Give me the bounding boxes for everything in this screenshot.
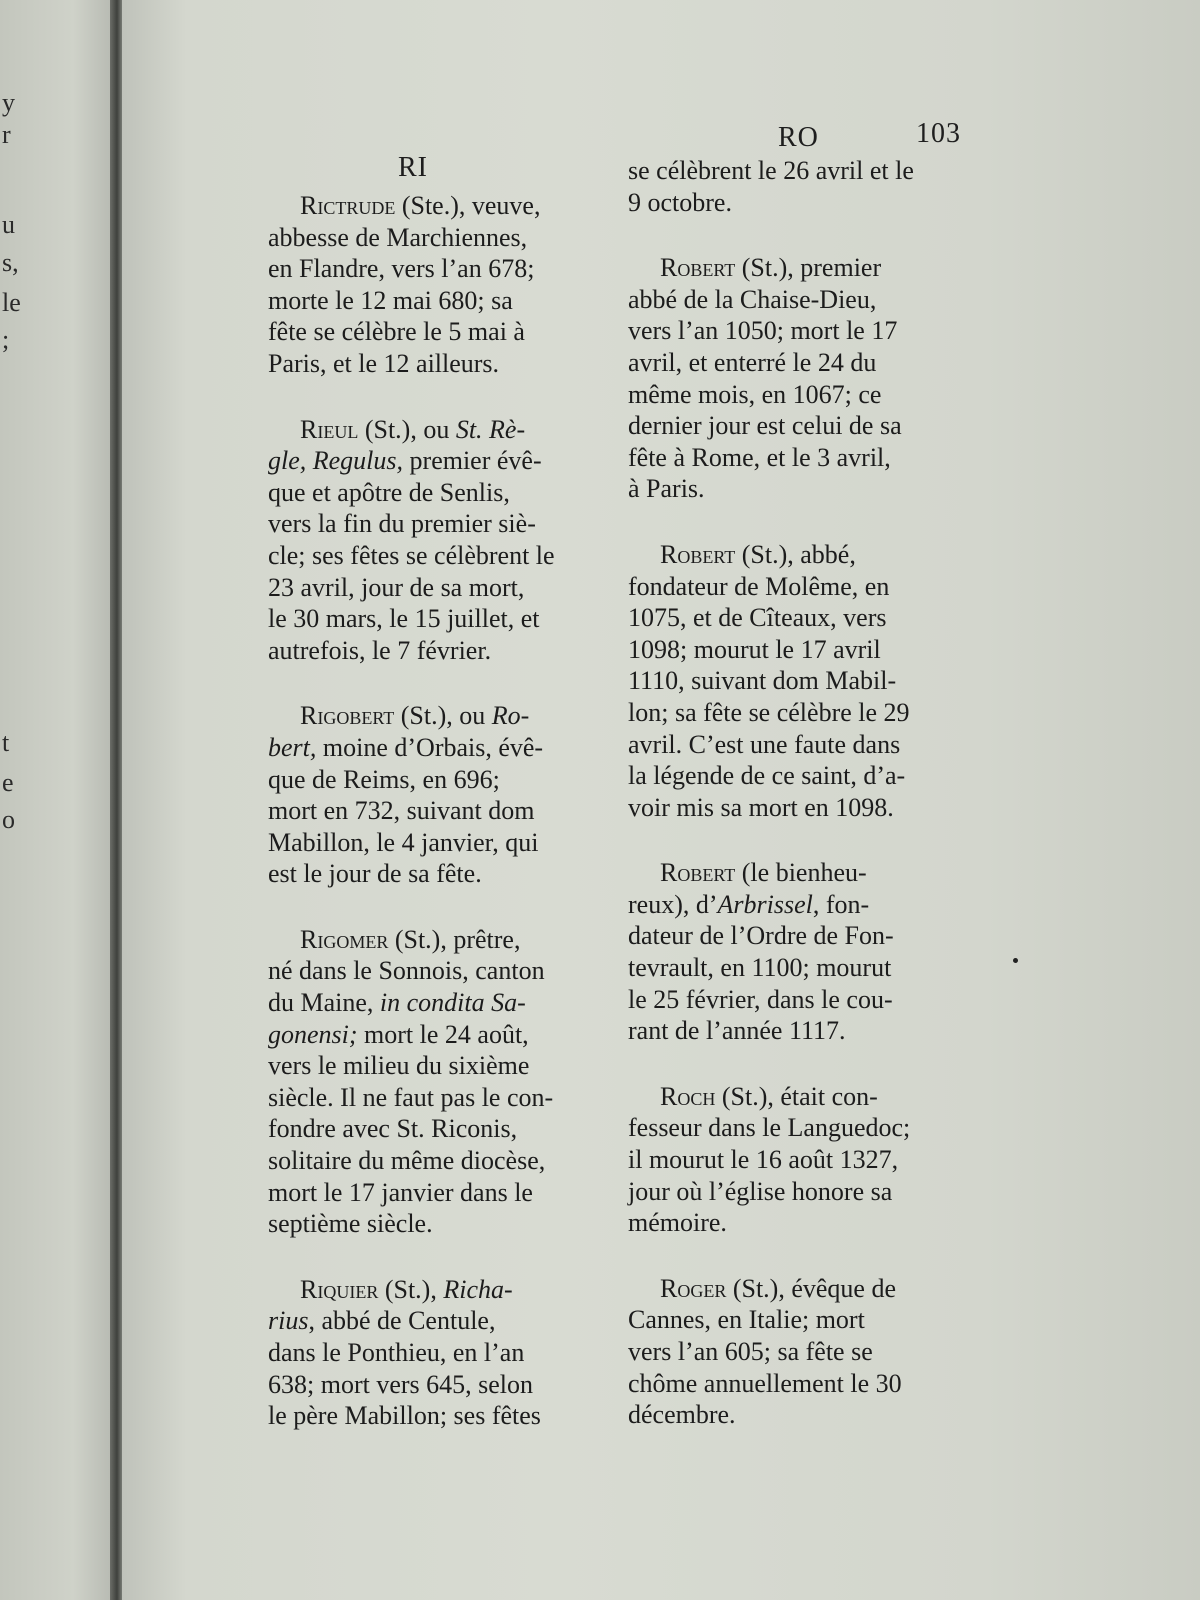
entry-line (628, 1207, 988, 1239)
left-column (268, 190, 613, 1466)
entry-text: lon; sa fête se célèbre le 29 (628, 697, 910, 727)
entry-text: fête à Rome, et le 3 avril, (628, 442, 891, 472)
entry-line (628, 729, 988, 761)
entry-text: avril. C’est une faute dans (628, 729, 901, 759)
entry-line (268, 1082, 613, 1114)
entry-headword: Robert (660, 253, 736, 283)
entry-headword: Rictrude (300, 191, 396, 220)
entry-line (628, 889, 988, 921)
entry-line (268, 1208, 613, 1240)
entry-line (268, 795, 613, 827)
entry-first-line (628, 1273, 988, 1305)
entry-text: dateur de l’Ordre de Fon- (628, 921, 894, 951)
entry-text: morte le 12 mai 680; sa (268, 285, 513, 315)
entry-line (268, 1145, 613, 1177)
entry-text: autrefois, le 7 février. (268, 635, 492, 665)
entry-line (628, 984, 988, 1016)
entry-text: vers l’an 1050; mort le 17 (628, 316, 898, 346)
entry-line (628, 1336, 988, 1368)
entry-line (268, 1050, 613, 1082)
entry-line (268, 955, 613, 987)
entry-first-line (628, 252, 988, 284)
entry-line (268, 1305, 613, 1337)
entry-first-line (628, 857, 988, 889)
entry-first-line (628, 539, 988, 571)
dictionary-entry (268, 1274, 613, 1432)
entry-text: cle; ses fêtes se célèbrent le (268, 540, 555, 570)
entry-text: (St.), premier (735, 253, 882, 283)
entry-text: chôme annuellement le 30 (628, 1368, 902, 1398)
entry-first-line (268, 924, 613, 956)
entry-text: à Paris. (628, 474, 705, 504)
entry-line (628, 473, 988, 505)
dictionary-entry (268, 414, 613, 667)
entry-line: 9 octobre. (628, 187, 732, 217)
entry-text: 638; mort vers 645, selon (268, 1369, 534, 1399)
running-head-right: RO (778, 122, 819, 153)
italic-text: Arbrissel (717, 889, 813, 919)
entry-line (268, 732, 613, 764)
entry-text: la légende de ce saint, d’a- (628, 761, 906, 791)
entry-headword: Robert (660, 858, 736, 888)
entry-text: (St.), (378, 1274, 444, 1304)
entry-line (628, 665, 988, 697)
entry-text: 1110, suivant dom Mabil- (628, 666, 897, 696)
entry-line (628, 602, 988, 634)
entry-line (628, 315, 988, 347)
entry-text: Cannes, en Italie; mort (628, 1305, 865, 1335)
entry-line (268, 1113, 613, 1145)
entry-text: que de Reims, en 696; (268, 764, 500, 794)
italic-text: in condita Sa- (379, 988, 526, 1018)
entry-text: dernier jour est celui de sa (628, 411, 902, 441)
entry-text: dans le Ponthieu, en l’an (268, 1338, 525, 1367)
prev-page-fragment: y (2, 88, 15, 117)
entry-text: (St.), ou (358, 414, 456, 444)
italic-text: Richa- (443, 1274, 513, 1304)
prev-page-fragment: t (2, 728, 10, 757)
dictionary-entry (268, 700, 613, 890)
entry-line (268, 858, 613, 890)
entry-text: (St.), ou (394, 701, 492, 731)
italic-text: St. Rè- (455, 414, 526, 444)
entry-line (268, 987, 613, 1019)
entry-first-line (268, 1274, 613, 1306)
italic-text: Ro- (491, 701, 530, 731)
entry-text: vers la fin du premier siè- (268, 509, 536, 539)
entry-line (628, 442, 988, 474)
entry-line (268, 572, 613, 604)
entry-line (628, 347, 988, 379)
entry-text: fête se célèbre le 5 mai à (268, 317, 525, 347)
entry-line (268, 1337, 613, 1369)
entry-line (268, 603, 613, 635)
entry-text: mort le 24 août, (357, 1019, 529, 1049)
right-column (628, 155, 988, 1465)
dictionary-entry (268, 924, 613, 1240)
entry-text: (le bienheu- (735, 858, 867, 888)
entry-text: moine d’Orbais, évê- (316, 732, 544, 762)
prev-page-fragment: le (2, 288, 21, 317)
entry-line (268, 1177, 613, 1209)
prev-page-fragment: o (2, 805, 15, 834)
page-number: 103 (916, 118, 961, 149)
entry-line (628, 1399, 988, 1431)
entry-line (628, 1112, 988, 1144)
dictionary-entry (268, 190, 613, 380)
entry-line (268, 1369, 613, 1401)
entry-line (268, 635, 613, 667)
entry-line (628, 1176, 988, 1208)
entry-text: (St.), était con- (715, 1081, 878, 1111)
dictionary-entry (628, 1273, 988, 1431)
entry-text: voir mis sa mort en 1098. (628, 792, 894, 822)
entry-line (628, 571, 988, 603)
entry-first-line (268, 700, 613, 732)
entry-text: septième siècle. (268, 1209, 433, 1239)
entry-line (268, 316, 613, 348)
entry-text: fondre avec St. Riconis, (268, 1114, 518, 1144)
entry-text: en Flandre, vers l’an 678; (268, 254, 535, 284)
entry-line: se célèbrent le 26 avril et le (628, 156, 914, 185)
entry-headword: Roch (660, 1081, 716, 1111)
entry-line (268, 477, 613, 509)
entry-text: solitaire du même diocèse, (268, 1146, 546, 1176)
entry-text: avril, et enterré le 24 du (628, 347, 877, 377)
entry-text: mort en 732, suivant dom (268, 796, 535, 826)
entry-line (268, 348, 613, 380)
entry-first-line (628, 1081, 988, 1113)
entry-line (268, 285, 613, 317)
previous-page-edge (0, 0, 122, 1600)
entry-text: le 25 février, dans le cou- (628, 984, 893, 1014)
entry-text: , fon- (812, 889, 870, 919)
italic-text: rius (268, 1306, 309, 1336)
entry-text: Paris, et le 12 ailleurs. (268, 348, 500, 378)
dictionary-entry (628, 857, 988, 1047)
entry-text: né dans le Sonnois, canton (268, 956, 545, 986)
entry-text: même mois, en 1067; ce (628, 379, 882, 409)
entry-line (628, 792, 988, 824)
entry-line (268, 508, 613, 540)
entry-headword: Rigomer (300, 924, 389, 954)
italic-text: bert, (268, 732, 317, 762)
entry-text: (St.), abbé, (735, 539, 856, 569)
entry-text: , abbé de Centule, (308, 1306, 496, 1336)
prev-page-fragment: r (2, 120, 11, 149)
prev-page-fragment: s, (2, 248, 19, 277)
entry-headword: Rigobert (300, 701, 395, 731)
italic-text: gonensi; (268, 1019, 358, 1049)
entry-text: abbé de la Chaise-Dieu, (628, 284, 877, 314)
entry-text: fesseur dans le Languedoc; (628, 1113, 911, 1143)
entry-text: mémoire. (628, 1208, 727, 1238)
entry-line (268, 1400, 613, 1432)
dictionary-entry (628, 252, 988, 505)
entry-text: mort le 17 janvier dans le (268, 1177, 533, 1207)
entry-line (268, 764, 613, 796)
entry-line (268, 222, 613, 254)
entry-line (628, 952, 988, 984)
entry-line (628, 1144, 988, 1176)
ink-dot (1013, 958, 1018, 963)
entry-line (628, 634, 988, 666)
entry-line (628, 697, 988, 729)
entry-first-line (268, 190, 613, 222)
continued-entry-text (628, 155, 988, 218)
entry-text: vers l’an 605; sa fête se (628, 1337, 873, 1366)
italic-text: gle, Regulus, (268, 446, 404, 476)
entry-line (268, 1019, 613, 1051)
entry-text: abbesse de Marchiennes, (268, 222, 528, 252)
entry-line (628, 410, 988, 442)
entry-headword: Robert (660, 539, 736, 569)
entry-text: le père Mabillon; ses fêtes (268, 1401, 541, 1431)
entry-text: que et apôtre de Senlis, (268, 477, 510, 507)
entry-first-line (268, 414, 613, 446)
entry-text: reux), d’ (628, 889, 718, 919)
prev-page-fragment: u (2, 210, 15, 239)
entry-text: du Maine, (268, 988, 380, 1018)
entry-text: le 30 mars, le 15 juillet, et (268, 604, 540, 634)
entry-headword: Riquier (300, 1274, 379, 1304)
entry-text: fondateur de Molême, en (628, 571, 890, 601)
entry-text: vers le milieu du sixième (268, 1051, 530, 1081)
entry-line (628, 1304, 988, 1336)
entry-text: (Ste.), veuve, (395, 191, 541, 220)
entry-line (628, 379, 988, 411)
prev-page-fragment: e (2, 768, 14, 797)
entry-line (268, 445, 613, 477)
entry-line (628, 1368, 988, 1400)
entry-text: décembre. (628, 1400, 736, 1430)
entry-text: 1075, et de Cîteaux, vers (628, 603, 887, 633)
entry-text: 1098; mourut le 17 avril (628, 634, 881, 664)
entry-text: Mabillon, le 4 janvier, qui (268, 827, 539, 857)
dictionary-entry (628, 539, 988, 823)
entry-line (268, 827, 613, 859)
entry-text: siècle. Il ne faut pas le con- (268, 1082, 554, 1112)
entry-headword: Roger (660, 1273, 727, 1303)
entry-line (628, 1015, 988, 1047)
entry-text: est le jour de sa fête. (268, 859, 482, 889)
entry-text: il mourut le 16 août 1327, (628, 1145, 899, 1175)
entry-line (628, 284, 988, 316)
dictionary-entry (628, 1081, 988, 1239)
entry-line (628, 760, 988, 792)
entry-line (628, 920, 988, 952)
prev-page-fragment: ; (2, 325, 10, 354)
entry-text: rant de l’année 1117. (628, 1016, 846, 1046)
entry-text: (St.), évêque de (726, 1273, 897, 1303)
entry-text: 23 avril, jour de sa mort, (268, 572, 525, 602)
entry-text: (St.), prêtre, (388, 924, 521, 954)
entry-text: jour où l’église honore sa (628, 1176, 893, 1206)
running-head-left: RI (398, 152, 428, 183)
entry-text: premier évê- (403, 446, 542, 476)
entry-line (268, 540, 613, 572)
entry-line (268, 253, 613, 285)
entry-text: tevrault, en 1100; mourut (628, 953, 892, 983)
entry-headword: Rieul (300, 414, 359, 444)
